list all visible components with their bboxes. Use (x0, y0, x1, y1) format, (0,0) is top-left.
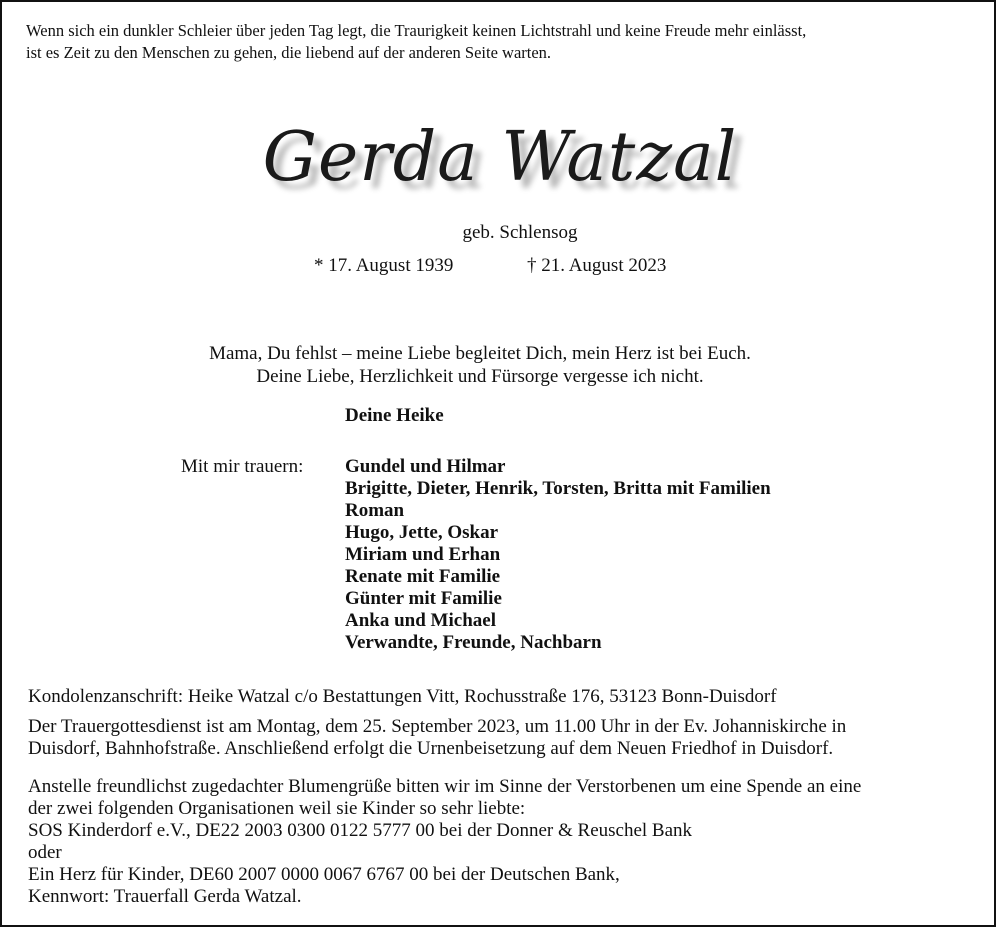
poem (26, 20, 976, 64)
service-line: Der Trauergottesdienst ist am Montag, dem 25. September 2023, um 11.00 Uhr in der Ev. Johanniskirche in (28, 716, 847, 737)
message-line: Deine Liebe, Herzlichkeit und Fürsorge vergesse ich nicht. (256, 366, 704, 387)
mourner-item: Verwandte, Freunde, Nachbarn (345, 632, 602, 653)
maiden-name: geb. Schlensog (462, 222, 578, 243)
poem-line: ist es Zeit zu den Menschen zu gehen, die liebend auf der anderen Seite warten. (26, 43, 552, 62)
mourner-item: Anka und Michael (345, 610, 496, 631)
deceased-name: Gerda Watzal (262, 118, 738, 197)
mourners-list (345, 456, 771, 654)
signature: Deine Heike (345, 405, 444, 426)
mourner-item: Günter mit Familie (345, 588, 502, 609)
donation-line: Anstelle freundlichst zugedachter Blumengrüße bitten wir im Sinne der Verstorbenen um eine Spende an eine (28, 776, 862, 797)
condolence-address (28, 686, 978, 708)
donation-line: SOS Kinderdorf e.V., DE22 2003 0300 0122 5777 00 bei der Donner & Reuschel Bank (28, 820, 693, 841)
donation-line: der zwei folgenden Organisationen weil sie Kinder so sehr liebte: (28, 798, 526, 819)
message-line: Mama, Du fehlst – meine Liebe begleitet Dich, mein Herz ist bei Euch. (209, 343, 751, 364)
mourner-item: Roman (345, 500, 405, 521)
mourner-item: Renate mit Familie (345, 566, 501, 587)
poem-line: Wenn sich ein dunkler Schleier über jeden Tag legt, die Traurigkeit keinen Lichtstrahl und keine Freude mehr einlässt, (26, 21, 807, 40)
mourners-label: Mit mir trauern: (181, 456, 304, 477)
birth-date: * 17. August 1939 (314, 255, 454, 276)
personal-message (0, 342, 960, 388)
condolence-line: Kondolenzanschrift: Heike Watzal c/o Bestattungen Vitt, Rochusstraße 176, 53123 Bonn-Duisdorf (28, 686, 777, 707)
donation-line: Ein Herz für Kinder, DE60 2007 0000 0067 6767 00 bei der Deutschen Bank, (28, 864, 620, 885)
donation-line: Kennwort: Trauerfall Gerda Watzal. (28, 886, 302, 907)
mourner-item: Brigitte, Dieter, Henrik, Torsten, Britta mit Familien (345, 478, 771, 499)
mourner-item: Miriam und Erhan (345, 544, 501, 565)
deceased-name-block (0, 118, 1000, 197)
donation-info (28, 776, 978, 908)
service-info (28, 716, 978, 760)
death-date: † 21. August 2023 (527, 255, 667, 276)
donation-line: oder (28, 842, 62, 863)
service-line: Duisdorf, Bahnhofstraße. Anschließend erfolgt die Urnenbeisetzung auf dem Neuen Friedhof in Duisdorf. (28, 738, 834, 759)
mourner-item: Hugo, Jette, Oskar (345, 522, 499, 543)
mourner-item: Gundel und Hilmar (345, 456, 506, 477)
